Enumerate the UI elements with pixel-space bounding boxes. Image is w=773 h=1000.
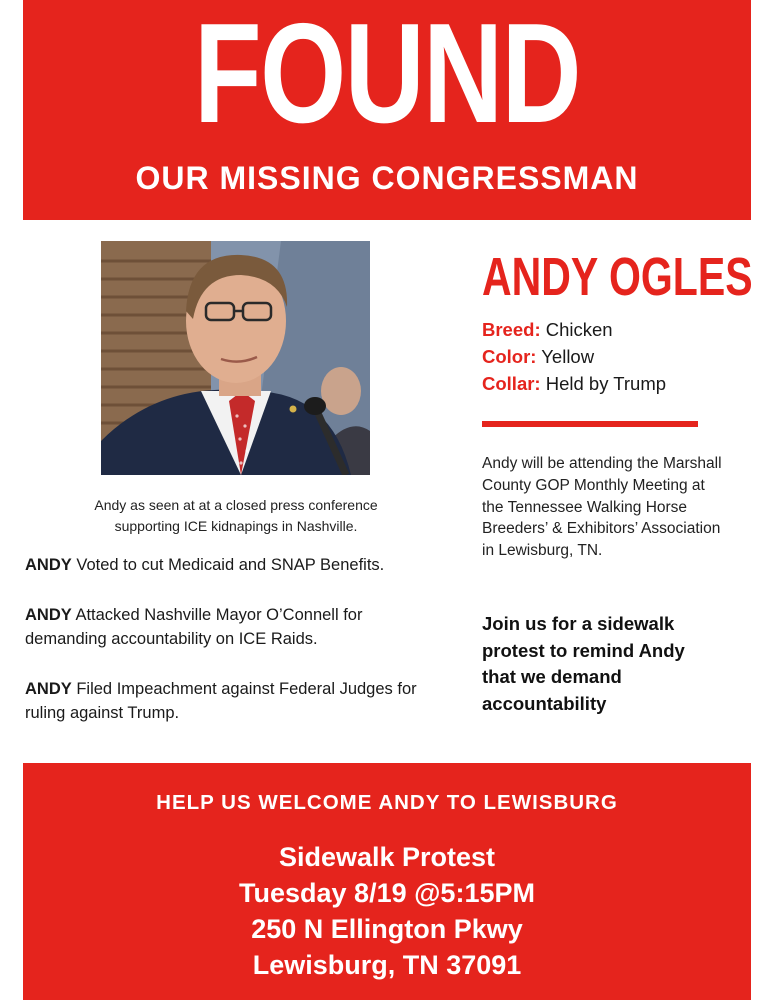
event-address-line1: 250 N Ellington Pkwy — [251, 914, 523, 944]
section-divider — [482, 421, 698, 427]
attribute-breed — [482, 316, 742, 343]
fact-item — [25, 603, 445, 651]
headline-title: FOUND — [194, 0, 580, 153]
event-datetime: Tuesday 8/19 @5:15PM — [239, 878, 535, 908]
attribute-value: Yellow — [536, 346, 595, 367]
attribute-color — [482, 343, 742, 370]
fact-subject: ANDY — [25, 606, 72, 624]
fact-text: Filed Impeachment against Federal Judges for ruling against Trump. — [25, 680, 417, 722]
call-to-action: Join us for a sidewalk protest to remind Andy that we demand accountability — [482, 613, 685, 714]
header-banner — [23, 0, 751, 220]
fact-item — [25, 553, 445, 577]
headline-subtitle: OUR MISSING CONGRESSMAN — [135, 160, 639, 196]
congressman-name: ANDY OGLES — [482, 247, 753, 307]
fact-item — [25, 677, 445, 725]
attribute-value: Chicken — [540, 319, 613, 340]
footer-banner — [23, 763, 751, 1000]
event-details — [23, 839, 751, 983]
footer-heading: HELP US WELCOME ANDY TO LEWISBURG — [156, 791, 618, 814]
fact-subject: ANDY — [25, 556, 72, 574]
attribute-collar — [482, 370, 742, 397]
facts-list — [25, 553, 445, 751]
event-address-line2: Lewisburg, TN 37091 — [252, 950, 522, 980]
fact-text: Attacked Nashville Mayor O’Connell for demanding accountability on ICE Raids. — [25, 606, 363, 648]
fact-subject: ANDY — [25, 680, 72, 698]
congressman-photo — [101, 241, 370, 475]
attribute-key: Color: — [482, 346, 537, 367]
event-title: Sidewalk Protest — [278, 842, 496, 872]
profile-attributes — [482, 316, 742, 397]
attribute-key: Collar: — [482, 373, 541, 394]
fact-text: Voted to cut Medicaid and SNAP Benefits. — [71, 556, 385, 574]
attribute-value: Held by Trump — [540, 373, 667, 394]
attribute-key: Breed: — [482, 319, 541, 340]
photo-caption: Andy as seen at at a closed press conference supporting ICE kidnapings in Nashville. — [94, 497, 378, 534]
meeting-info: Andy will be attending the Marshall County GOP Monthly Meeting at the Tennessee Walking Horse Breeders’ & Exhibitors’ Association in Lewisburg, TN. — [482, 455, 722, 560]
